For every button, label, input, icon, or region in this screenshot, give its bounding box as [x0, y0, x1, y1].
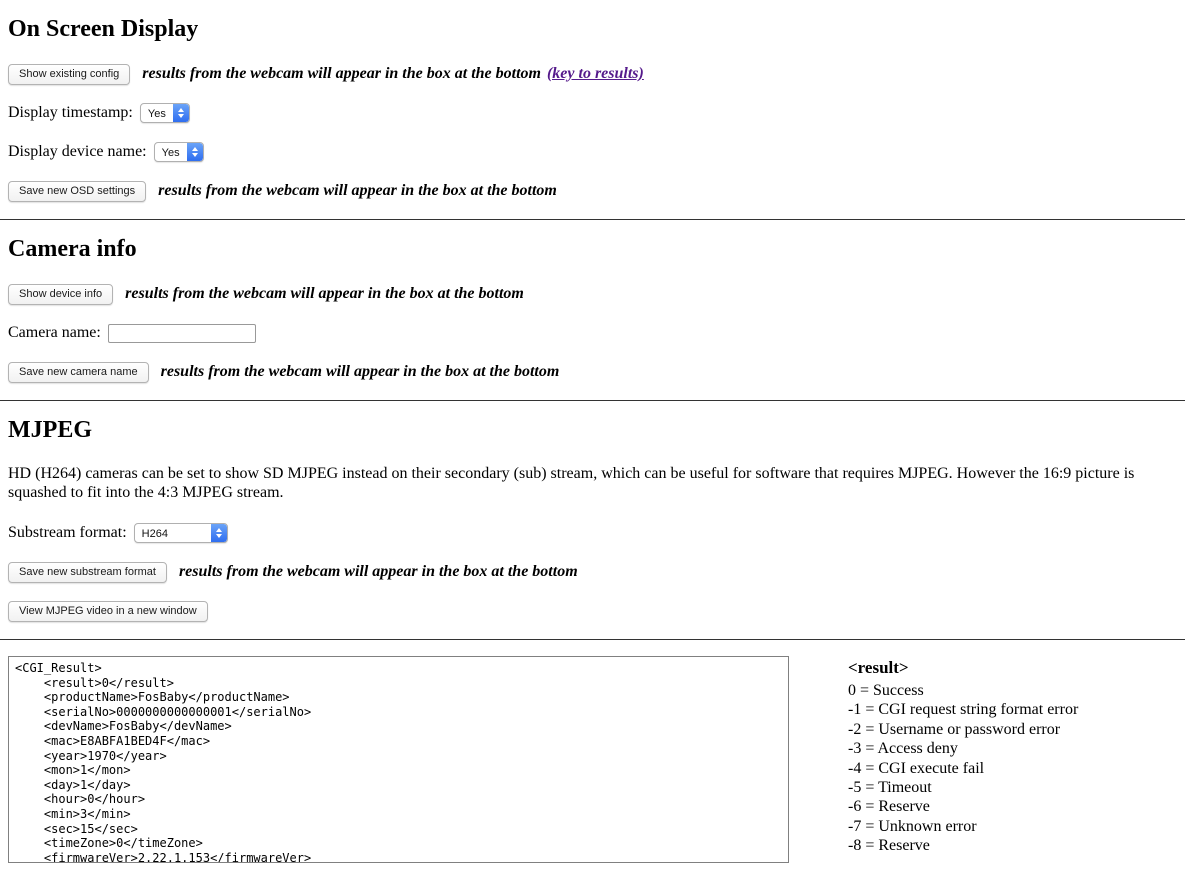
result-key-item: -4 = CGI execute fail [848, 759, 985, 777]
chevron-down-icon [178, 114, 184, 118]
section-divider [0, 639, 1185, 640]
camera-name-label: Camera name: [8, 324, 101, 341]
osd-title: On Screen Display [8, 16, 199, 42]
section-divider [0, 219, 1185, 220]
mjpeg-title: MJPEG [8, 417, 92, 443]
chevron-up-icon [216, 528, 222, 532]
substream-format-row [8, 522, 1177, 544]
result-key-item: -8 = Reserve [848, 837, 930, 855]
substream-format-select[interactable] [134, 523, 228, 543]
results-note: results from the webcam will appear in the box at the bottom [158, 182, 557, 199]
display-timestamp-row [8, 102, 1177, 124]
result-key-item: -6 = Reserve [848, 798, 930, 816]
show-device-info-row [8, 283, 1177, 305]
display-device-name-label: Display device name: [8, 143, 147, 160]
save-camera-name-button[interactable]: Save new camera name [8, 362, 149, 383]
section-divider [0, 400, 1185, 401]
substream-format-value: H264 [141, 528, 168, 540]
osd-show-config-row [8, 63, 1177, 85]
chevron-up-icon [178, 108, 184, 112]
osd-save-row [8, 180, 1177, 202]
result-key-item: -5 = Timeout [848, 779, 932, 797]
result-key-item: -7 = Unknown error [848, 817, 977, 835]
select-stepper-icon [187, 143, 203, 161]
camera-name-row [8, 322, 1177, 344]
results-note: results from the webcam will appear in the box at the bottom [160, 363, 560, 380]
result-key-item: 0 = Success [848, 682, 924, 699]
display-device-name-value: Yes [161, 147, 180, 159]
view-mjpeg-row [8, 600, 1177, 622]
results-textarea[interactable] [8, 656, 789, 863]
results-note: results from the webcam will appear in the box at the bottom [142, 65, 541, 82]
save-substream-format-button[interactable]: Save new substream format [8, 562, 167, 583]
results-note: results from the webcam will appear in the box at the bottom [178, 563, 578, 580]
camera-name-input[interactable] [108, 324, 256, 343]
display-device-name-row [8, 141, 1177, 163]
substream-format-label: Substream format: [8, 524, 127, 541]
result-key-item: -1 = CGI request string format error [848, 701, 1079, 719]
camera-name-save-row [8, 361, 1177, 383]
show-existing-config-button[interactable]: Show existing config [8, 64, 130, 85]
mjpeg-section [8, 417, 1177, 622]
chevron-down-icon [216, 534, 222, 538]
display-timestamp-label: Display timestamp: [8, 104, 133, 121]
display-timestamp-value: Yes [147, 108, 166, 120]
results-note: results from the webcam will appear in the box at the bottom [125, 285, 524, 302]
results-area [8, 656, 1177, 863]
camera-info-title: Camera info [8, 236, 137, 262]
save-osd-settings-button[interactable]: Save new OSD settings [8, 181, 146, 202]
chevron-down-icon [192, 153, 198, 157]
result-key-item: -3 = Access deny [848, 740, 958, 758]
select-stepper-icon [211, 524, 227, 542]
display-timestamp-select[interactable] [140, 103, 190, 123]
display-device-name-select[interactable] [154, 142, 204, 162]
result-key-heading: <result> [848, 658, 909, 677]
camera-info-section [8, 236, 1177, 383]
chevron-up-icon [192, 147, 198, 151]
result-key-item: -2 = Username or password error [848, 720, 1061, 738]
result-key-panel [848, 656, 1078, 856]
mjpeg-description: HD (H264) cameras can be set to show SD MJPEG instead on their secondary (sub) stream, which can be useful for software that requires MJPEG. However the 16:9 picture is squashed to fit into the 4:3 MJPEG stream. [8, 465, 1135, 501]
substream-save-row [8, 561, 1177, 583]
osd-section [8, 16, 1177, 202]
show-device-info-button[interactable]: Show device info [8, 284, 113, 305]
view-mjpeg-button[interactable]: View MJPEG video in a new window [8, 601, 208, 622]
key-to-results-link[interactable]: (key to results) [546, 65, 644, 82]
select-stepper-icon [173, 104, 189, 122]
